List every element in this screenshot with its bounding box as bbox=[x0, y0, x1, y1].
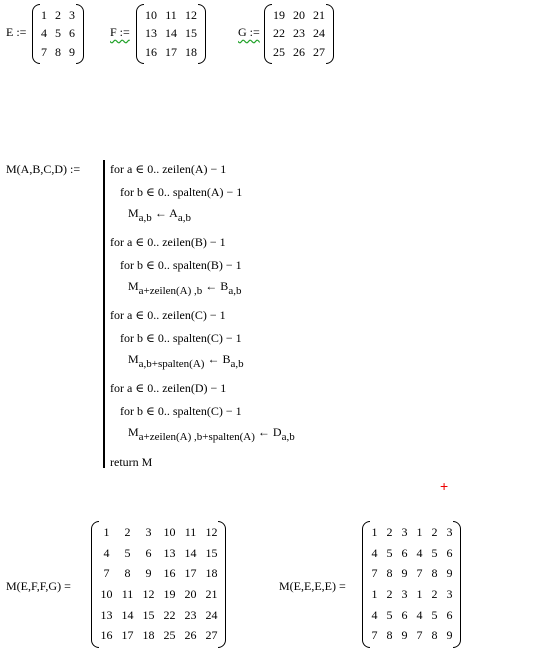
matrix-cell: 5 bbox=[431, 607, 438, 622]
prog-line-5[interactable]: for a ∈ 0.. zeilen(C) − 1 bbox=[110, 308, 226, 322]
matrix-cell: 8 bbox=[431, 566, 438, 581]
matrix-cell: 1 bbox=[371, 586, 378, 601]
matrix-row bbox=[269, 25, 329, 44]
matrix-cell: 4 bbox=[41, 26, 47, 41]
matrix-cell: 5 bbox=[386, 607, 393, 622]
matrix-cell: 4 bbox=[371, 545, 378, 560]
matrix-cell: 3 bbox=[401, 586, 408, 601]
matrix-cell: 12 bbox=[185, 7, 197, 22]
matrix-cell: 3 bbox=[401, 524, 408, 539]
matrix-row bbox=[141, 6, 201, 25]
matrix-row bbox=[96, 605, 222, 626]
matrix-cell: 8 bbox=[55, 44, 61, 59]
insertion-cursor: + bbox=[440, 478, 449, 494]
matrix-cell: 2 bbox=[386, 524, 393, 539]
matrix-row bbox=[96, 625, 222, 646]
matrix-cell: 9 bbox=[446, 628, 453, 643]
matrix-f-grid bbox=[141, 6, 201, 62]
matrix-cell: 4 bbox=[416, 545, 423, 560]
matrix-cell: 7 bbox=[371, 566, 378, 581]
matrix-cell: 1 bbox=[103, 524, 110, 539]
matrix-cell: 4 bbox=[103, 545, 110, 560]
result-1-matrix[interactable] bbox=[91, 521, 226, 648]
prog-line-7[interactable]: for a ∈ 0.. zeilen(D) − 1 bbox=[110, 381, 227, 395]
matrix-cell: 3 bbox=[446, 586, 453, 601]
matrix-row bbox=[367, 584, 457, 605]
matrix-cell: 24 bbox=[205, 607, 218, 622]
matrix-cell: 20 bbox=[293, 7, 305, 22]
matrix-cell: 11 bbox=[184, 524, 197, 539]
matrix-cell: 7 bbox=[416, 566, 423, 581]
result-1-label[interactable]: M(E,F,F,G) = bbox=[6, 579, 71, 593]
matrix-cell: 17 bbox=[121, 628, 134, 643]
matrix-cell: 22 bbox=[163, 607, 176, 622]
matrix-row bbox=[367, 605, 457, 626]
prog-assign-4[interactable]: $M_{a+zeilen(A) ,b+spalten(A)}$ ← $D_{a,b}$ bbox=[128, 425, 295, 443]
matrix-row bbox=[367, 625, 457, 646]
matrix-cell: 1 bbox=[371, 524, 378, 539]
matrix-row bbox=[269, 43, 329, 62]
matrix-row bbox=[96, 522, 222, 543]
matrix-cell: 2 bbox=[124, 524, 131, 539]
prog-return[interactable]: return M bbox=[110, 455, 153, 469]
matrix-cell: 18 bbox=[205, 566, 218, 581]
matrix-cell: 20 bbox=[184, 586, 197, 601]
prog-assign-1[interactable]: $M_{a,b}$ ← $A_{a,b}$ bbox=[128, 206, 191, 224]
matrix-cell: 14 bbox=[121, 607, 134, 622]
matrix-e-grid bbox=[37, 6, 79, 62]
matrix-cell: 6 bbox=[446, 545, 453, 560]
matrix-cell: 6 bbox=[145, 545, 152, 560]
matrix-cell: 9 bbox=[401, 628, 408, 643]
matrix-cell: 24 bbox=[313, 26, 325, 41]
matrix-cell: 2 bbox=[431, 524, 438, 539]
matrix-cell: 12 bbox=[205, 524, 218, 539]
matrix-row bbox=[96, 584, 222, 605]
matrix-cell: 8 bbox=[124, 566, 131, 581]
matrix-cell: 11 bbox=[121, 586, 134, 601]
matrix-cell: 3 bbox=[145, 524, 152, 539]
matrix-cell: 8 bbox=[386, 628, 393, 643]
matrix-cell: 9 bbox=[401, 566, 408, 581]
matrix-cell: 7 bbox=[41, 44, 47, 59]
matrix-cell: 27 bbox=[205, 628, 218, 643]
matrix-g-grid bbox=[269, 6, 329, 62]
matrix-cell: 14 bbox=[184, 545, 197, 560]
matrix-cell: 16 bbox=[100, 628, 113, 643]
matrix-cell: 25 bbox=[273, 44, 285, 59]
matrix-cell: 26 bbox=[184, 628, 197, 643]
matrix-cell: 25 bbox=[163, 628, 176, 643]
matrix-cell: 7 bbox=[103, 566, 110, 581]
matrix-cell: 27 bbox=[313, 44, 325, 59]
matrix-cell: 17 bbox=[184, 566, 197, 581]
matrix-cell: 15 bbox=[205, 545, 218, 560]
result-2-matrix[interactable] bbox=[362, 521, 461, 648]
matrix-cell: 10 bbox=[163, 524, 176, 539]
program-bar bbox=[103, 160, 105, 468]
prog-assign-2[interactable]: $M_{a+zeilen(A) ,b}$ ← $B_{a,b}$ bbox=[128, 279, 242, 297]
def-g-label[interactable]: G := bbox=[238, 25, 260, 39]
matrix-row bbox=[367, 563, 457, 584]
matrix-row bbox=[141, 43, 201, 62]
matrix-cell: 9 bbox=[69, 44, 75, 59]
matrix-row bbox=[141, 25, 201, 44]
prog-line-1[interactable]: for a ∈ 0.. zeilen(A) − 1 bbox=[110, 162, 227, 176]
matrix-cell: 6 bbox=[69, 26, 75, 41]
matrix-cell: 10 bbox=[145, 7, 157, 22]
matrix-cell: 21 bbox=[205, 586, 218, 601]
matrix-cell: 26 bbox=[293, 44, 305, 59]
result-2-grid bbox=[367, 522, 457, 646]
matrix-cell: 18 bbox=[185, 44, 197, 59]
matrix-cell: 13 bbox=[163, 545, 176, 560]
prog-line-6[interactable]: for b ∈ 0.. spalten(C) − 1 bbox=[120, 331, 242, 345]
matrix-cell: 2 bbox=[55, 7, 61, 22]
prog-line-4[interactable]: for b ∈ 0.. spalten(B) − 1 bbox=[120, 258, 242, 272]
matrix-cell: 19 bbox=[273, 7, 285, 22]
matrix-cell: 8 bbox=[386, 566, 393, 581]
matrix-cell: 15 bbox=[142, 607, 155, 622]
prog-line-3[interactable]: for a ∈ 0.. zeilen(B) − 1 bbox=[110, 235, 226, 249]
matrix-cell: 13 bbox=[100, 607, 113, 622]
matrix-cell: 3 bbox=[69, 7, 75, 22]
result-2-label[interactable]: M(E,E,E,E) = bbox=[279, 579, 346, 593]
matrix-cell: 5 bbox=[55, 26, 61, 41]
matrix-cell: 1 bbox=[416, 524, 423, 539]
matrix-cell: 19 bbox=[163, 586, 176, 601]
matrix-row bbox=[96, 543, 222, 564]
matrix-cell: 6 bbox=[446, 607, 453, 622]
matrix-cell: 3 bbox=[446, 524, 453, 539]
def-f-label[interactable]: F := bbox=[110, 25, 130, 39]
matrix-cell: 9 bbox=[446, 566, 453, 581]
matrix-f[interactable] bbox=[136, 4, 206, 64]
matrix-cell: 9 bbox=[145, 566, 152, 581]
matrix-cell: 17 bbox=[165, 44, 177, 59]
matrix-cell: 4 bbox=[416, 607, 423, 622]
matrix-cell: 10 bbox=[100, 586, 113, 601]
matrix-cell: 16 bbox=[163, 566, 176, 581]
matrix-row bbox=[367, 522, 457, 543]
matrix-row bbox=[96, 563, 222, 584]
matrix-cell: 21 bbox=[313, 7, 325, 22]
matrix-g[interactable] bbox=[264, 4, 334, 64]
matrix-cell: 16 bbox=[145, 44, 157, 59]
matrix-cell: 15 bbox=[185, 26, 197, 41]
matrix-row bbox=[37, 6, 79, 25]
matrix-cell: 8 bbox=[431, 628, 438, 643]
matrix-e[interactable] bbox=[32, 4, 84, 64]
matrix-cell: 4 bbox=[371, 607, 378, 622]
matrix-cell: 22 bbox=[273, 26, 285, 41]
matrix-cell: 14 bbox=[165, 26, 177, 41]
matrix-row bbox=[367, 543, 457, 564]
prog-assign-3[interactable]: $M_{a,b+spalten(A)}$ ← $B_{a,b}$ bbox=[128, 352, 244, 370]
matrix-cell: 6 bbox=[401, 607, 408, 622]
matrix-cell: 6 bbox=[401, 545, 408, 560]
matrix-cell: 1 bbox=[416, 586, 423, 601]
matrix-cell: 18 bbox=[142, 628, 155, 643]
matrix-cell: 23 bbox=[184, 607, 197, 622]
matrix-cell: 5 bbox=[124, 545, 131, 560]
matrix-cell: 7 bbox=[371, 628, 378, 643]
matrix-cell: 5 bbox=[431, 545, 438, 560]
result-1-grid bbox=[96, 522, 222, 646]
matrix-row bbox=[37, 25, 79, 44]
prog-line-8[interactable]: for b ∈ 0.. spalten(C) − 1 bbox=[120, 404, 242, 418]
prog-line-2[interactable]: for b ∈ 0.. spalten(A) − 1 bbox=[120, 185, 243, 199]
matrix-cell: 2 bbox=[431, 586, 438, 601]
func-signature[interactable]: M(A,B,C,D) := bbox=[6, 162, 81, 176]
def-e-label[interactable]: E := bbox=[6, 25, 27, 39]
matrix-cell: 12 bbox=[142, 586, 155, 601]
matrix-row bbox=[269, 6, 329, 25]
matrix-cell: 11 bbox=[165, 7, 177, 22]
matrix-cell: 2 bbox=[386, 586, 393, 601]
matrix-row bbox=[37, 43, 79, 62]
matrix-cell: 1 bbox=[41, 7, 47, 22]
matrix-cell: 7 bbox=[416, 628, 423, 643]
matrix-cell: 13 bbox=[145, 26, 157, 41]
matrix-cell: 5 bbox=[386, 545, 393, 560]
matrix-cell: 23 bbox=[293, 26, 305, 41]
